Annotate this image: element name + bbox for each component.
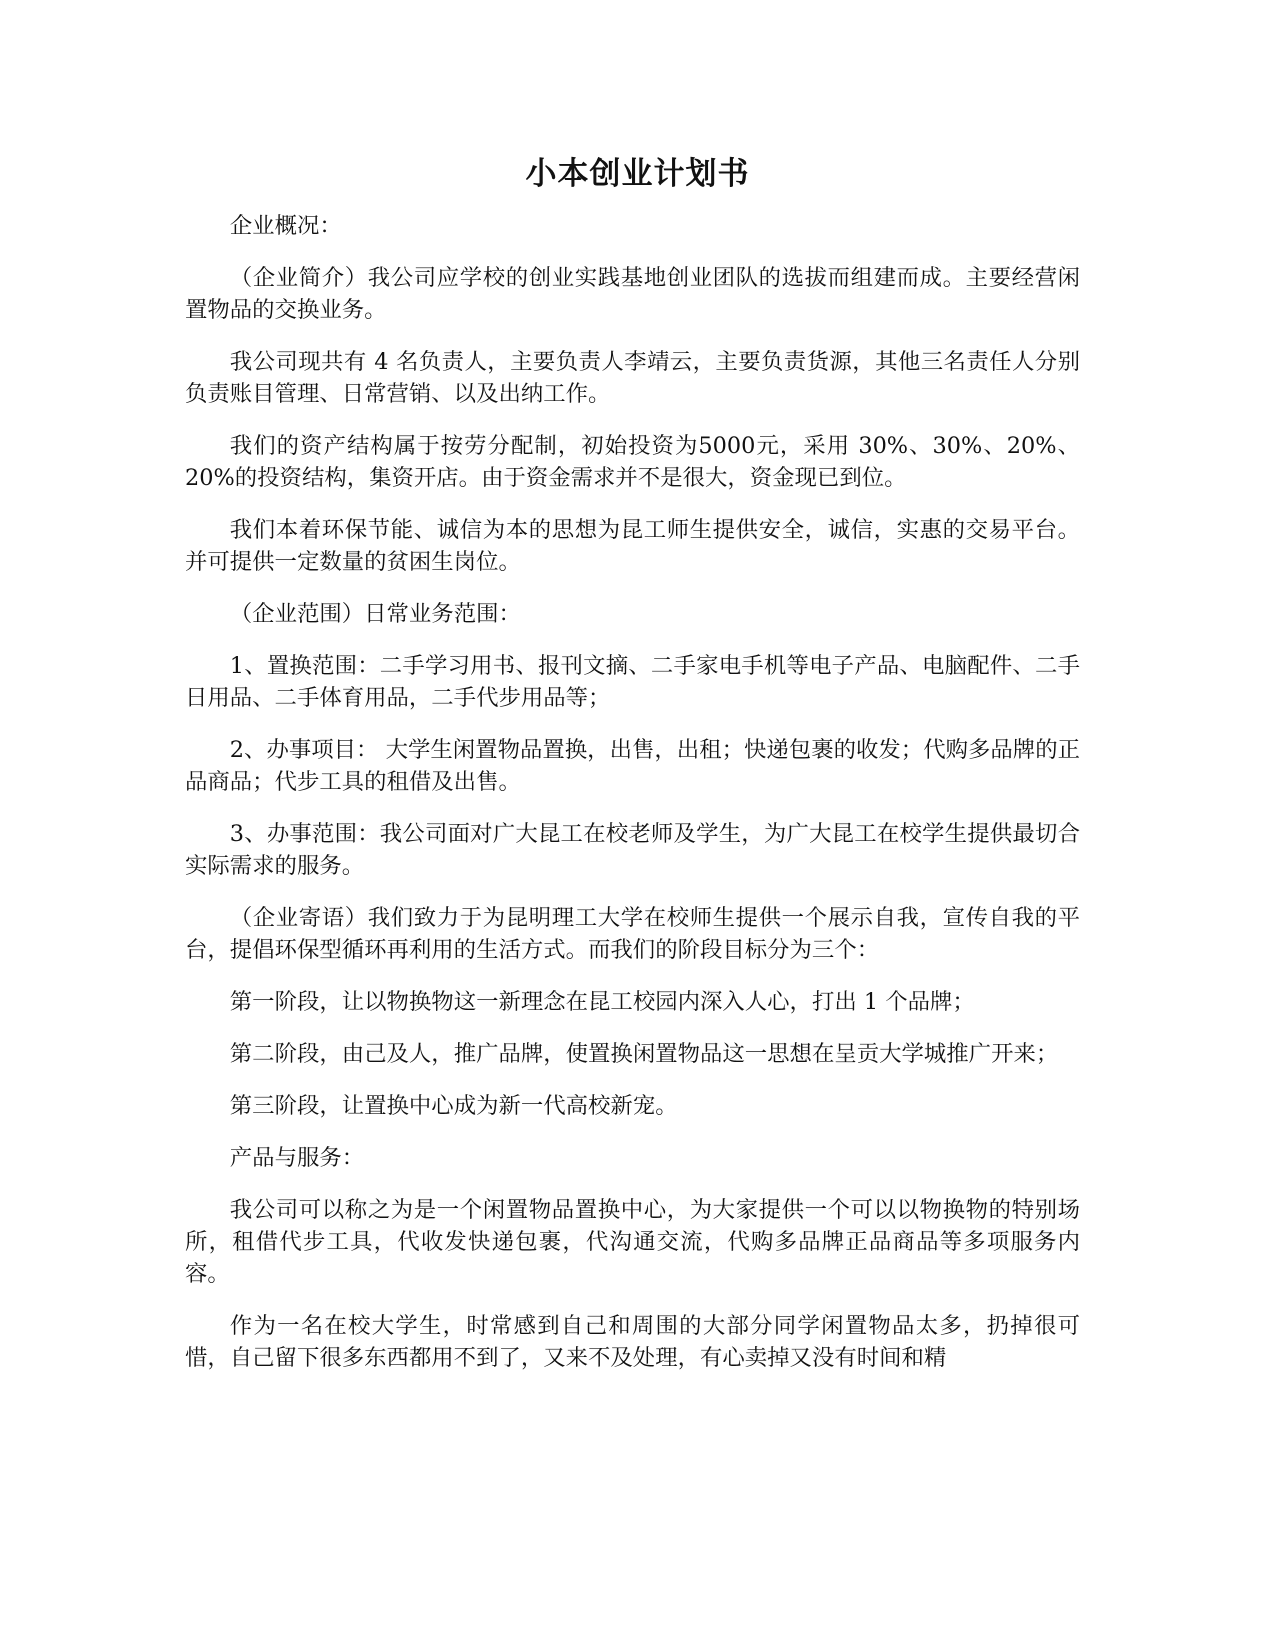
section-heading-scope: （企业范围）日常业务范围：: [229, 601, 521, 627]
section-heading-overview: 企业概况：: [229, 213, 342, 239]
paragraph-motivation: 作为一名在校大学生，时常感到自己和周围的大部分同学闲置物品太多，扔掉很可惜，自己留下很多东西都用不到了，又来不及处理，有心卖掉又没有时间和精: [185, 1313, 1080, 1371]
paragraph-stage-one: 第一阶段，让以物换物这一新理念在昆工校园内深入人心，打出 1 个品牌；: [229, 989, 975, 1015]
paragraph-investment: 我们的资产结构属于按劳分配制，初始投资为5000元，采用 30%、30%、20%、20%的投资结构，集资开店。由于资金需求并不是很大，资金现已到位。: [185, 433, 1080, 491]
list-item-exchange-scope: 1、置换范围：二手学习用书、报刊文摘、二手家电手机等电子产品、电脑配件、二手日用品、二手体育用品，二手代步用品等；: [185, 653, 1080, 711]
document-body: [185, 210, 1080, 1394]
paragraph-mission: （企业寄语）我们致力于为昆明理工大学在校师生提供一个展示自我，宣传自我的平台，提倡环保型循环再利用的生活方式。而我们的阶段目标分为三个：: [185, 905, 1080, 963]
paragraph-company-intro: （企业简介）我公司应学校的创业实践基地创业团队的选拔而组建而成。主要经营闲置物品的交换业务。: [185, 265, 1080, 323]
paragraph-team: 我公司现共有 4 名负责人，主要负责人李靖云，主要负责货源，其他三名责任人分别负责账目管理、日常营销、以及出纳工作。: [185, 349, 1080, 407]
paragraph-stage-three: 第三阶段，让置换中心成为新一代高校新宠。: [229, 1093, 678, 1119]
document-title: 小本创业计划书: [525, 156, 750, 192]
paragraph-stage-two: 第二阶段，由己及人，推广品牌，使置换闲置物品这一思想在呈贡大学城推广开来；: [229, 1041, 1059, 1067]
paragraph-products: 我公司可以称之为是一个闲置物品置换中心，为大家提供一个可以以物换物的特别场所，租借代步工具，代收发快递包裹，代沟通交流，代购多品牌正品商品等多项服务内容。: [185, 1197, 1080, 1287]
section-heading-products: 产品与服务：: [229, 1145, 365, 1171]
list-item-customers: 3、办事范围：我公司面对广大昆工在校老师及学生，为广大昆工在校学生提供最切合实际需求的服务。: [185, 821, 1080, 879]
paragraph-principles: 我们本着环保节能、诚信为本的思想为昆工师生提供安全，诚信，实惠的交易平台。并可提供一定数量的贫困生岗位。: [185, 517, 1080, 575]
list-item-services: 2、办事项目： 大学生闲置物品置换，出售，出租；快递包裹的收发；代购多品牌的正品商品；代步工具的租借及出售。: [185, 737, 1080, 795]
